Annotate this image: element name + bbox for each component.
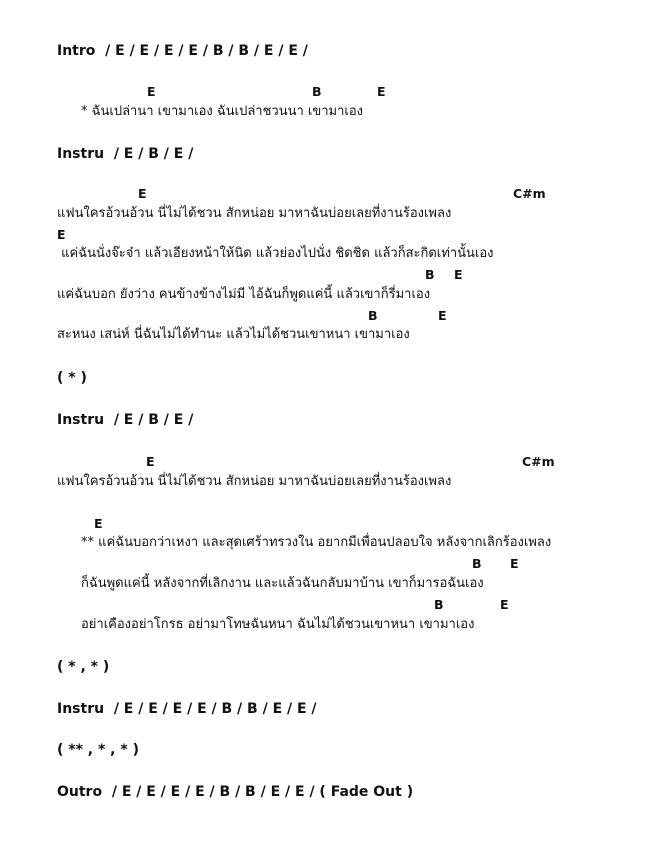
repeat-marker: ( ** , * , * ) [57,742,139,758]
chord: B [434,597,444,612]
chord: E [138,186,147,201]
chord: B [472,556,482,571]
lyric-line: แฟนใครอ้วนอ้วน นี่ไม่ได้ชวน สักหน่อย มาหาฉันบ่อยเลยที่งานร้องเพลง [57,206,452,221]
lyric-line: อย่าเคืองอย่าโกรธ อย่ามาโทษฉันหนา ฉันไม่ได้ชวนเขาหนา เขามาเอง [81,617,475,632]
instru-line: Instru / E / E / E / E / B / B / E / E / [57,701,317,717]
lyric-line: แค่ฉันบอก ยังว่าง คนข้างข้างไม่มี ไอ้ฉันก็พูดแค่นี้ แล้วเขาก็รี่มาเอง [57,287,431,302]
chord: E [146,454,155,469]
chord: B [425,267,435,282]
lyric-line: ก็ฉันพูดแค่นี้ หลังจากที่เลิกงาน และแล้วฉันกลับมาบ้าน เขาก็มารอฉันเอง [81,576,484,591]
chord: E [454,267,463,282]
chord: B [368,308,378,323]
chord: E [147,84,156,99]
instru-line: Instru / E / B / E / [57,412,194,428]
repeat-marker: ( * ) [57,370,87,386]
instru-line: Instru / E / B / E / [57,146,194,162]
chord: C#m [513,186,546,201]
chord: E [510,556,519,571]
chord: E [377,84,386,99]
lyric-line: * ฉันเปล่านา เขามาเอง ฉันเปล่าชวนนา เขามาเอง [81,104,364,119]
lyric-line: แฟนใครอ้วนอ้วน นี่ไม่ได้ชวน สักหน่อย มาหาฉันบ่อยเลยที่งานร้องเพลง [57,474,452,489]
chord: E [500,597,509,612]
intro-line: Intro / E / E / E / E / B / B / E / E / [57,43,308,59]
chord: E [57,227,66,242]
outro-line: Outro / E / E / E / E / B / B / E / E / ( Fade Out ) [57,784,414,800]
chord: E [94,516,103,531]
chord: E [438,308,447,323]
lyric-line: ** แค่ฉันบอกว่าเหงา และสุดเศร้าทรวงใน อยากมีเพื่อนปลอบใจ หลังจากเลิกร้องเพลง [81,535,552,550]
chord: B [312,84,322,99]
repeat-marker: ( * , * ) [57,659,110,675]
lyric-line: แค่ฉันนั่งจ๊ะจ๋า แล้วเอียงหน้าให้นิด แล้วย่องไปนั่ง ชิดชิด แล้วก็สะกิดเท่านั้นเอง [57,246,494,261]
chord: C#m [522,454,555,469]
lyric-line: สะหนง เสน่ห์ นี่ฉันไม่ได้ทำนะ แล้วไม่ได้ชวนเขาหนา เขามาเอง [57,327,410,342]
